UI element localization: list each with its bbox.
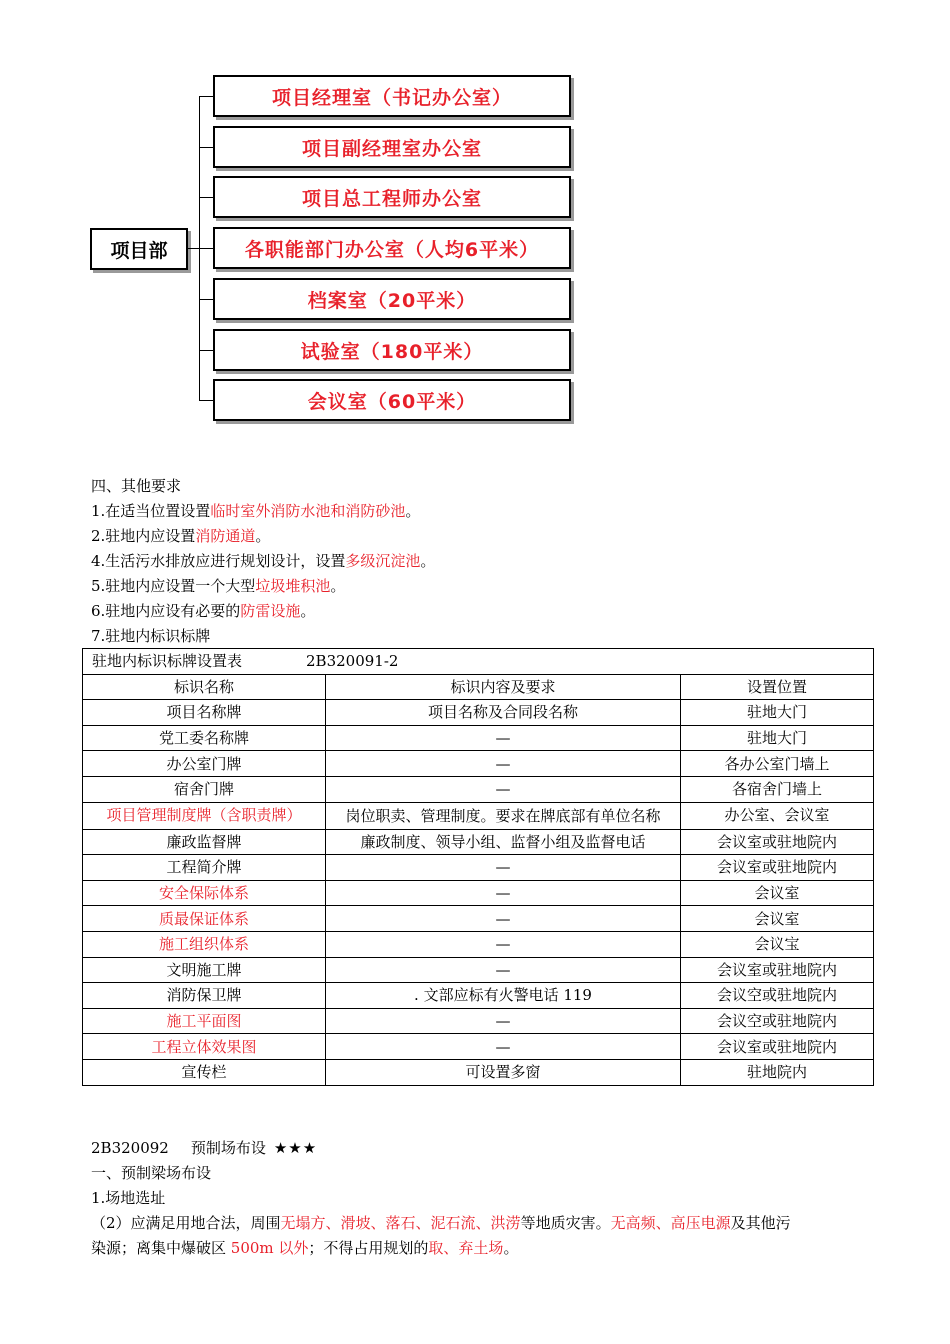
org-root-box: 项目部: [90, 228, 188, 270]
item-text: 5.驻地内应设置一个大型: [91, 577, 256, 595]
requirement-item: 7.驻地内标识标牌: [91, 627, 211, 645]
item-text: 6.驻地内应设有必要的: [91, 602, 241, 620]
branch-connector: [199, 400, 213, 401]
sign-location: 会议空或驻地院内: [681, 983, 874, 1009]
para-highlight: 500m 以外: [230, 1239, 309, 1257]
org-chart: [0, 0, 950, 430]
table-row: [83, 906, 874, 932]
sign-content: —: [326, 1034, 681, 1060]
item-text: 2.驻地内应设置: [91, 527, 196, 545]
sign-name: 党工委名称牌: [83, 725, 326, 751]
section-title-line: [91, 1138, 317, 1158]
column-header: 设置位置: [681, 674, 874, 700]
sign-location: 驻地院内: [681, 1059, 874, 1085]
org-branch-box: 项目经理室（书记办公室）: [213, 75, 571, 117]
star-rating: ★★★: [273, 1139, 318, 1157]
sign-name: 施工平面图: [83, 1008, 326, 1034]
sign-location: 会议空或驻地院内: [681, 1008, 874, 1034]
item-text: 。: [300, 602, 316, 620]
sign-name: 宣传栏: [83, 1059, 326, 1085]
item-text: 。: [405, 502, 421, 520]
branch-connector: [199, 299, 213, 300]
sign-name: 项目名称牌: [83, 700, 326, 726]
table-row: [83, 931, 874, 957]
table-row: [83, 1034, 874, 1060]
branch-connector: [199, 248, 213, 249]
org-branch-box: 项目总工程师办公室: [213, 176, 571, 218]
root-connector: [186, 248, 199, 249]
item-text: 。: [255, 527, 271, 545]
subsection-heading: 一、预制梁场布设: [91, 1164, 212, 1182]
sign-name: 工程简介牌: [83, 855, 326, 881]
para-highlight: 无塌方、滑坡、落石、泥石流、洪涝: [280, 1214, 521, 1232]
sign-name: 文明施工牌: [83, 957, 326, 983]
requirement-item: [91, 576, 345, 596]
sign-content: —: [326, 880, 681, 906]
branch-connector: [199, 350, 213, 351]
item-text: 1.在适当位置设置: [91, 502, 211, 520]
sign-content: —: [326, 725, 681, 751]
section-code: 2B320092: [91, 1139, 169, 1157]
sign-content: 可设置多窗: [326, 1059, 681, 1085]
section-title: 预制场布设: [190, 1139, 266, 1157]
org-branch-box: 会议室（60平米）: [213, 379, 571, 421]
para-text: 及其他污: [730, 1214, 791, 1232]
table-code: 2B320091-2: [306, 652, 399, 671]
table-title-text: 驻地内标识标牌设置表: [92, 652, 243, 671]
sign-location: 会议室: [681, 880, 874, 906]
para-highlight: 无高频、高压电源: [610, 1214, 731, 1232]
requirement-item: [91, 501, 420, 521]
para-text: 。: [503, 1239, 519, 1257]
item-text: 。: [330, 577, 346, 595]
sign-content: 廉政制度、领导小组、监督小组及监督电话: [326, 829, 681, 855]
sign-content: —: [326, 1008, 681, 1034]
item-text: 4.生活污水排放应进行规划设计，设置: [91, 552, 346, 570]
sign-location: 驻地大门: [681, 725, 874, 751]
item-highlight: 消防通道: [195, 527, 256, 545]
sign-content: —: [326, 751, 681, 777]
item-highlight: 垃圾堆积池: [255, 577, 331, 595]
table-row: [83, 776, 874, 802]
org-branch-box: 项目副经理室办公室: [213, 126, 571, 168]
table-title: [83, 649, 874, 675]
sign-location: 会议室: [681, 906, 874, 932]
sign-content: —: [326, 906, 681, 932]
sign-name: 安全保际体系: [83, 880, 326, 906]
table-row: [83, 880, 874, 906]
sign-location: 会议宝: [681, 931, 874, 957]
paragraph-line: [91, 1238, 518, 1258]
para-text: （2）应满足用地合法，周围: [91, 1214, 281, 1232]
sign-location: 会议室或驻地院内: [681, 829, 874, 855]
requirement-item: [91, 601, 315, 621]
sign-location: 会议室或驻地院内: [681, 957, 874, 983]
item-highlight: 防雷设施: [240, 602, 301, 620]
table-row: [83, 1059, 874, 1085]
sign-location: 各办公室门墙上: [681, 751, 874, 777]
sign-content: 项目名称及合同段名称: [326, 700, 681, 726]
sign-name: 办公室门牌: [83, 751, 326, 777]
table-header-row: [83, 674, 874, 700]
sign-location: 驻地大门: [681, 700, 874, 726]
table-row: [83, 700, 874, 726]
subsection-heading: 1.场地选址: [91, 1189, 166, 1207]
sign-content: . 文部应标有火警电话 119: [326, 983, 681, 1009]
sign-content: —: [326, 957, 681, 983]
org-branch-box: 各职能部门办公室（人均6平米）: [213, 227, 571, 269]
item-highlight: 临时室外消防水池和消防砂池: [210, 502, 406, 520]
sign-location: 办公室、会议室: [681, 802, 874, 829]
para-highlight: 取、弃土场: [428, 1239, 504, 1257]
sign-name: 消防保卫牌: [83, 983, 326, 1009]
table-row: [83, 802, 874, 829]
org-branch-box: 试验室（180平米）: [213, 329, 571, 371]
sign-content: —: [326, 776, 681, 802]
para-text: ；不得占用规划的: [308, 1239, 429, 1257]
sign-name: 施工组织体系: [83, 931, 326, 957]
item-text: 。: [420, 552, 436, 570]
column-header: 标识内容及要求: [326, 674, 681, 700]
para-text: 染源；离集中爆破区: [91, 1239, 231, 1257]
sign-location: 会议室或驻地院内: [681, 1034, 874, 1060]
sign-content: —: [326, 931, 681, 957]
table-row: [83, 957, 874, 983]
table-row: [83, 751, 874, 777]
column-header: 标识名称: [83, 674, 326, 700]
paragraph-line: [91, 1213, 791, 1233]
table-title-row: [83, 649, 874, 675]
org-branch-box: 档案室（20平米）: [213, 278, 571, 320]
sign-name: 工程立体效果图: [83, 1034, 326, 1060]
table-row: [83, 725, 874, 751]
sign-name: 廉政监督牌: [83, 829, 326, 855]
item-highlight: 多级沉淀池: [345, 552, 421, 570]
sign-location: 各宿舍门墙上: [681, 776, 874, 802]
sign-table: [82, 648, 874, 1086]
table-row: [83, 1008, 874, 1034]
sign-name: 项目管理制度牌（含职责牌）: [83, 802, 326, 829]
para-text: 等地质灾害。: [520, 1214, 611, 1232]
branch-connector: [199, 197, 213, 198]
requirement-item: [91, 526, 270, 546]
sign-content: —: [326, 855, 681, 881]
branch-connector: [199, 96, 213, 97]
table-row: [83, 855, 874, 881]
sign-content: 岗位职卖、管理制度。要求在牌底部有单位名称: [326, 802, 681, 829]
sign-location: 会议室或驻地院内: [681, 855, 874, 881]
sign-name: 质最保证体系: [83, 906, 326, 932]
section-heading: 四、其他要求: [91, 477, 182, 495]
sign-name: 宿舍门牌: [83, 776, 326, 802]
requirement-item: [91, 551, 435, 571]
table-row: [83, 983, 874, 1009]
branch-connector: [199, 147, 213, 148]
table-row: [83, 829, 874, 855]
